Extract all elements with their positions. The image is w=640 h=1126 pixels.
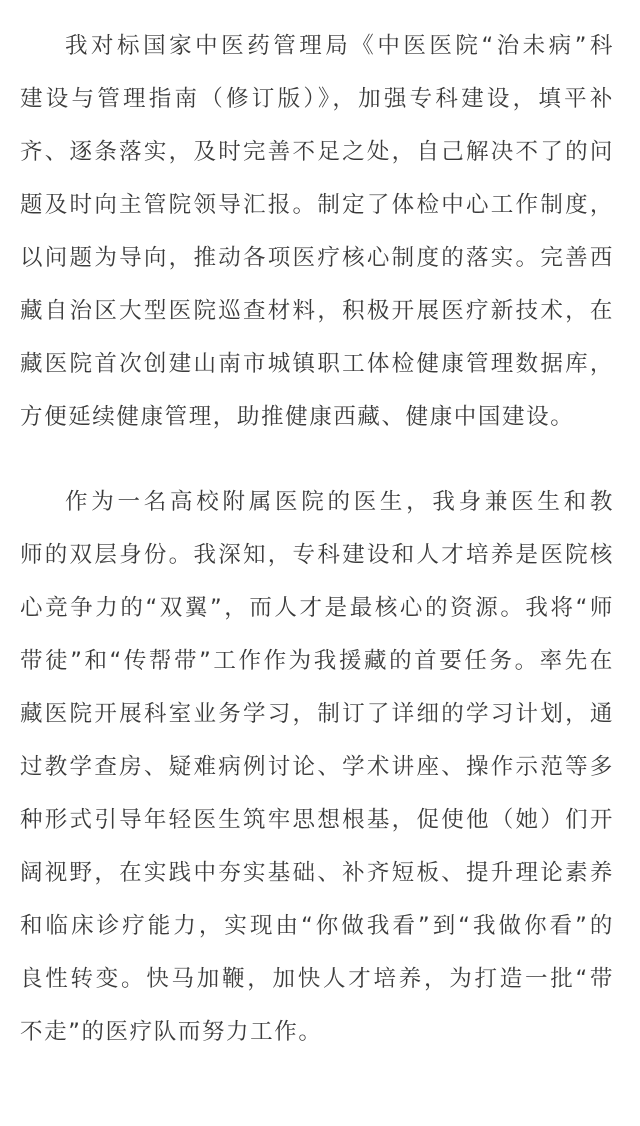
paragraph-line: 良性转变。快马加鞭，加快人才培养，为打造一批“带 <box>20 966 614 992</box>
paragraph-line: 不走”的医疗队而努力工作。 <box>20 1019 323 1045</box>
paragraph-1 <box>20 20 614 444</box>
paragraph-line: 藏自治区大型医院巡查材料，积极开展医疗新技术，在 <box>20 298 614 324</box>
paragraph-line: 建设与管理指南（修订版）》，加强专科建设，填平补 <box>20 86 614 112</box>
paragraph-2 <box>20 476 614 1059</box>
paragraph-line: 以问题为导向，推动各项医疗核心制度的落实。完善西 <box>20 245 614 271</box>
paragraph-line: 阔视野，在实践中夯实基础、补齐短板、提升理论素养 <box>20 860 614 886</box>
paragraph-line: 藏医院首次创建山南市城镇职工体检健康管理数据库， <box>20 351 614 377</box>
paragraph-line: 和临床诊疗能力，实现由“你做我看”到“我做你看”的 <box>20 913 614 939</box>
paragraph-line: 方便延续健康管理，助推健康西藏、健康中国建设。 <box>20 404 575 430</box>
paragraph-line: 题及时向主管院领导汇报。制定了体检中心工作制度， <box>20 192 614 218</box>
paragraph-line: 过教学查房、疑难病例讨论、学术讲座、操作示范等多 <box>20 754 614 780</box>
paragraph-line: 我对标国家中医药管理局《中医医院“治未病”科 <box>65 33 614 59</box>
paragraph-line: 齐、逐条落实，及时完善不足之处，自己解决不了的问 <box>20 139 614 165</box>
paragraph-line: 藏医院开展科室业务学习，制订了详细的学习计划，通 <box>20 701 614 727</box>
paragraph-line: 种形式引导年轻医生筑牢思想根基，促使他（她）们开 <box>20 807 614 833</box>
paragraph-line: 带徒”和“传帮带”工作作为我援藏的首要任务。率先在 <box>20 648 614 674</box>
paragraph-line: 师的双层身份。我深知，专科建设和人才培养是医院核 <box>20 542 614 568</box>
paragraph-line: 作为一名高校附属医院的医生，我身兼医生和教 <box>65 489 614 515</box>
paragraph-line: 心竞争力的“双翼”，而人才是最核心的资源。我将“师 <box>20 595 614 621</box>
